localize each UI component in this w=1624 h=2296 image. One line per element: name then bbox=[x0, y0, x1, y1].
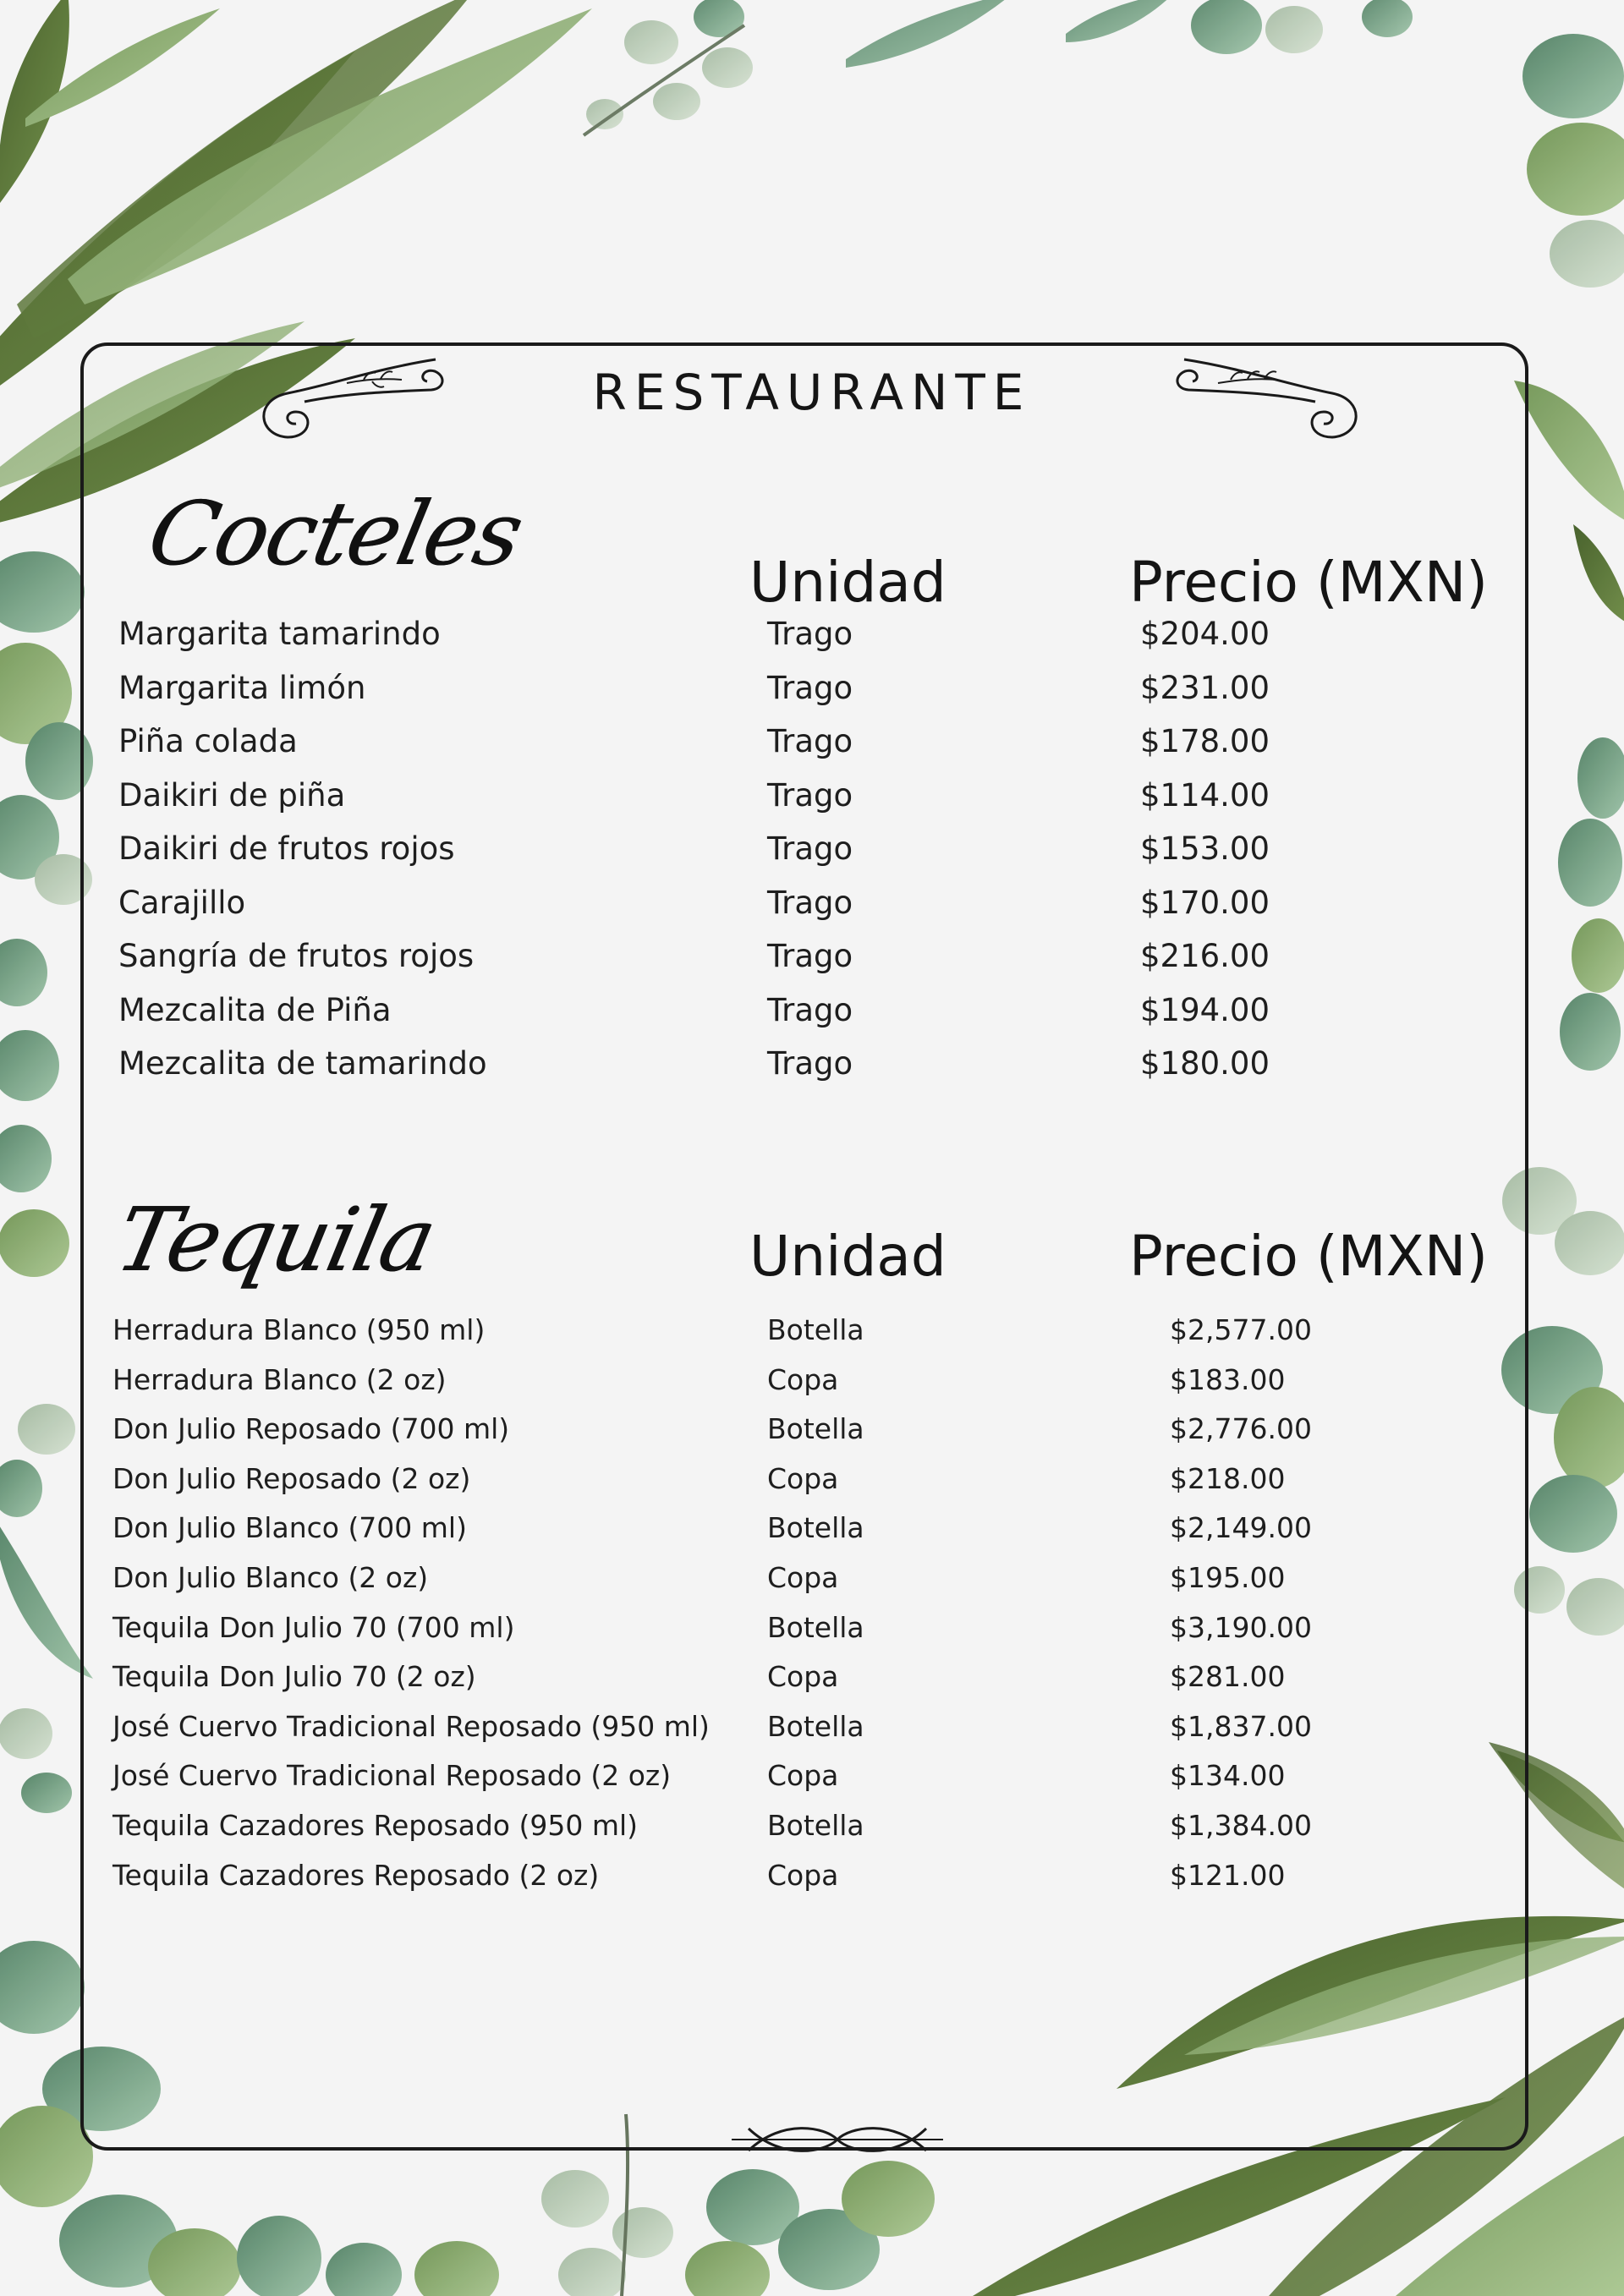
menu-item-unit: Botella bbox=[767, 1709, 864, 1743]
menu-item-name: Carajillo bbox=[118, 884, 246, 921]
left-side-leaves bbox=[0, 551, 93, 1813]
menu-item-price: $1,384.00 bbox=[1170, 1809, 1312, 1842]
menu-item-price: $1,837.00 bbox=[1170, 1709, 1312, 1743]
menu-item-unit: Trago bbox=[767, 1045, 853, 1082]
menu-item-name: José Cuervo Tradicional Reposado (2 oz) bbox=[112, 1759, 672, 1793]
column-header-unit: Unidad bbox=[749, 550, 946, 615]
menu-item-name: Margarita tamarindo bbox=[118, 616, 441, 652]
menu-item-name: Daikiri de piña bbox=[118, 776, 346, 814]
menu-item-name: Mezcalita de Piña bbox=[118, 991, 392, 1028]
menu-item-price: $170.00 bbox=[1140, 884, 1270, 921]
menu-item-price: $178.00 bbox=[1140, 723, 1270, 759]
menu-item-price: $2,149.00 bbox=[1170, 1511, 1312, 1545]
menu-item-name: Herradura Blanco (2 oz) bbox=[112, 1362, 447, 1396]
menu-item-name: José Cuervo Tradicional Reposado (950 ml) bbox=[112, 1709, 710, 1743]
menu-item-name: Tequila Don Julio 70 (700 ml) bbox=[112, 1610, 515, 1644]
menu-item-unit: Copa bbox=[767, 1362, 839, 1396]
menu-item-price: $180.00 bbox=[1140, 1045, 1270, 1082]
menu-item-unit: Trago bbox=[767, 830, 853, 867]
menu-item-price: $153.00 bbox=[1140, 830, 1270, 867]
menu-item-price: $134.00 bbox=[1170, 1759, 1286, 1793]
menu-item-unit: Botella bbox=[767, 1412, 864, 1446]
menu-item-price: $218.00 bbox=[1170, 1461, 1286, 1495]
bottom-flourish-ornament bbox=[732, 2110, 943, 2169]
menu-item-name: Sangría de frutos rojos bbox=[118, 938, 475, 974]
column-header-price: Precio (MXN) bbox=[1129, 550, 1488, 615]
menu-item-price: $121.00 bbox=[1170, 1858, 1286, 1892]
menu-item-unit: Copa bbox=[767, 1461, 839, 1495]
menu-item-price: $195.00 bbox=[1170, 1561, 1286, 1594]
menu-item-name: Don Julio Reposado (2 oz) bbox=[112, 1461, 471, 1495]
menu-item-price: $3,190.00 bbox=[1170, 1610, 1312, 1644]
menu-item-price: $281.00 bbox=[1170, 1660, 1286, 1694]
menu-item-name: Don Julio Blanco (2 oz) bbox=[112, 1561, 429, 1594]
menu-item-unit: Botella bbox=[767, 1313, 864, 1346]
menu-item-name: Daikiri de frutos rojos bbox=[118, 830, 455, 867]
menu-item-unit: Copa bbox=[767, 1858, 839, 1892]
left-flourish-ornament bbox=[254, 342, 448, 444]
section-title-tequila: Tequila bbox=[107, 1188, 443, 1291]
column-header-price: Precio (MXN) bbox=[1129, 1224, 1488, 1289]
menu-item-unit: Botella bbox=[767, 1809, 864, 1842]
menu-item-name: Tequila Cazadores Reposado (2 oz) bbox=[112, 1858, 600, 1892]
menu-item-unit: Copa bbox=[767, 1759, 839, 1793]
menu-item-price: $2,776.00 bbox=[1170, 1412, 1312, 1446]
menu-item-unit: Copa bbox=[767, 1561, 839, 1594]
menu-item-unit: Trago bbox=[767, 884, 853, 921]
menu-item-price: $183.00 bbox=[1170, 1362, 1286, 1396]
menu-item-unit: Botella bbox=[767, 1610, 864, 1644]
menu-item-unit: Trago bbox=[767, 991, 853, 1028]
menu-item-name: Don Julio Blanco (700 ml) bbox=[112, 1511, 467, 1545]
menu-item-name: Margarita limón bbox=[118, 669, 366, 706]
menu-item-price: $204.00 bbox=[1140, 616, 1270, 652]
section-title-cocteles: Cocteles bbox=[140, 482, 530, 585]
menu-item-name: Mezcalita de tamarindo bbox=[118, 1045, 487, 1082]
menu-item-unit: Trago bbox=[767, 616, 853, 652]
menu-item-unit: Trago bbox=[767, 669, 853, 706]
menu-item-unit: Trago bbox=[767, 723, 853, 759]
menu-item-price: $2,577.00 bbox=[1170, 1313, 1312, 1346]
menu-item-name: Herradura Blanco (950 ml) bbox=[112, 1313, 486, 1346]
menu-item-name: Don Julio Reposado (700 ml) bbox=[112, 1412, 510, 1446]
menu-item-unit: Botella bbox=[767, 1511, 864, 1545]
menu-item-unit: Trago bbox=[767, 776, 853, 814]
menu-item-price: $216.00 bbox=[1140, 938, 1270, 974]
right-flourish-ornament bbox=[1171, 342, 1366, 444]
menu-item-unit: Trago bbox=[767, 938, 853, 974]
top-eucalyptus bbox=[584, 0, 1413, 135]
menu-item-name: Tequila Don Julio 70 (2 oz) bbox=[112, 1660, 476, 1694]
menu-item-price: $194.00 bbox=[1140, 991, 1270, 1028]
menu-item-price: $231.00 bbox=[1140, 669, 1270, 706]
column-header-unit: Unidad bbox=[749, 1224, 946, 1289]
menu-item-unit: Copa bbox=[767, 1660, 839, 1694]
menu-item-name: Tequila Cazadores Reposado (950 ml) bbox=[112, 1809, 639, 1842]
menu-item-name: Piña colada bbox=[118, 723, 298, 759]
menu-title: RESTAURANTE bbox=[592, 364, 1032, 421]
menu-item-price: $114.00 bbox=[1140, 776, 1270, 814]
